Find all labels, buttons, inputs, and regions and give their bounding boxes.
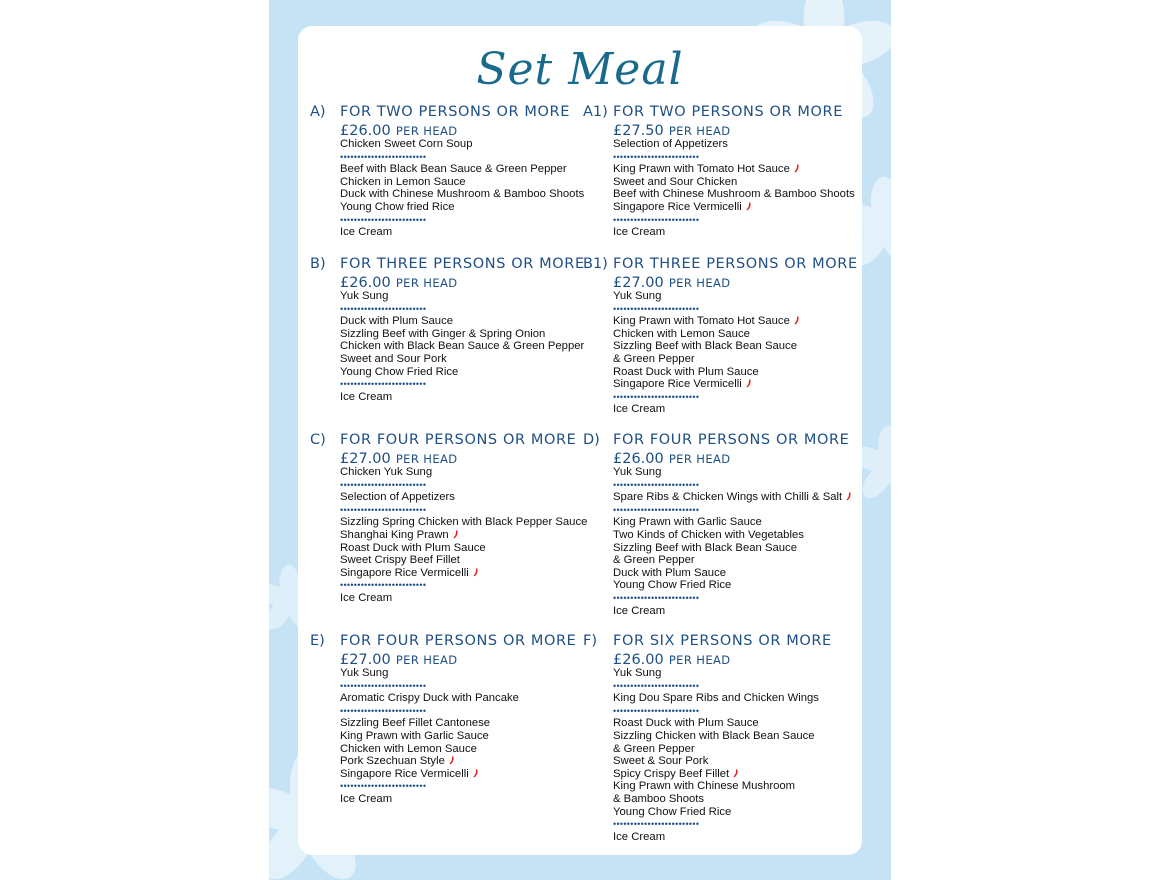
menu-item: [613, 605, 852, 618]
menu-item-name: Duck with Chinese Mushroom & Bamboo Shoots: [340, 188, 585, 201]
set-heading: FOR THREE PERSONS OR MORE: [340, 256, 585, 272]
menu-item-name: Sizzling Beef Fillet Cantonese: [340, 717, 491, 730]
menu-item-name: King Dou Spare Ribs and Chicken Wings: [613, 692, 819, 705]
dotted-divider: •••••••••••••••••••••••••: [613, 151, 700, 162]
menu-item: [613, 567, 852, 580]
set-letter: F): [583, 633, 597, 649]
menu-item-name: Sizzling Spring Chicken with Black Pepper Sauce: [340, 516, 588, 529]
menu-item: [340, 743, 576, 756]
dotted-divider: •••••••••••••••••••••••••: [613, 680, 700, 691]
menu-item: [613, 378, 858, 391]
set-heading: FOR FOUR PERSONS OR MORE: [613, 432, 850, 448]
menu-item-name: Chicken with Lemon Sauce: [613, 327, 750, 340]
menu-item-name: Yuk Sung: [613, 667, 662, 679]
menu-item: [613, 315, 858, 328]
menu-item: [340, 201, 584, 214]
menu-item-name: Sweet and Sour Chicken: [613, 175, 738, 188]
menu-item: [613, 717, 832, 730]
menu-item: [613, 226, 855, 239]
set-heading: FOR TWO PERSONS OR MORE: [613, 104, 843, 120]
menu-item-name: King Prawn with Chinese Mushroom: [613, 780, 796, 793]
set-details: [613, 256, 858, 416]
menu-item: [340, 542, 587, 555]
menu-item-name: Chicken Yuk Sung: [340, 466, 433, 478]
menu-item: [613, 491, 852, 504]
dotted-divider: •••••••••••••••••••••••••: [613, 705, 700, 716]
dotted-divider: •••••••••••••••••••••••••: [340, 214, 427, 225]
menu-item-name: King Prawn with Garlic Sauce: [340, 729, 489, 742]
menu-item: [613, 201, 855, 214]
menu-item-name: Chicken with Lemon Sauce: [340, 742, 477, 755]
menu-item-name: Roast Duck with Plum Sauce: [340, 541, 486, 554]
set-letter: E): [310, 633, 325, 649]
set-letter: D): [583, 432, 600, 448]
menu-item: [340, 315, 585, 328]
menu-item-name: & Green Pepper: [613, 352, 695, 365]
menu-item: [340, 391, 585, 404]
menu-item-name: Chicken with Black Bean Sauce & Green Pepper: [340, 340, 585, 353]
menu-item-name: Duck with Plum Sauce: [340, 315, 454, 328]
menu-item: [613, 366, 858, 379]
menu-item: [613, 667, 832, 680]
set-details: [340, 633, 576, 806]
chilli-icon: [793, 163, 800, 173]
price-amount: £26.00: [613, 652, 664, 668]
menu-item-name: Beef with Black Bean Sauce & Green Pepper: [340, 163, 567, 176]
menu-item-name: Spicy Crispy Beef Fillet: [613, 767, 730, 780]
menu-item-name: Ice Cream: [340, 792, 393, 805]
dotted-divider: •••••••••••••••••••••••••: [613, 819, 700, 830]
menu-item: [613, 163, 855, 176]
dotted-divider: •••••••••••••••••••••••••: [340, 504, 427, 515]
menu-item: [613, 743, 832, 756]
menu-item-name: Ice Cream: [613, 403, 666, 416]
menu-item-name: Chicken Sweet Corn Soup: [340, 138, 473, 150]
menu-item-name: Ice Cream: [613, 830, 666, 843]
price-amount: £27.00: [613, 275, 664, 291]
menu-item: [340, 491, 587, 504]
set-price: [340, 273, 585, 290]
set-letter: A1): [583, 104, 608, 120]
menu-item: [613, 138, 855, 151]
set-letter: B): [310, 256, 326, 272]
chilli-icon: [745, 201, 752, 211]
menu-item-name: Yuk Sung: [340, 290, 389, 302]
price-amount: £26.00: [340, 275, 391, 291]
menu-item: [340, 793, 576, 806]
set-price: [340, 449, 587, 466]
menu-item: [613, 328, 858, 341]
set-details: [340, 432, 587, 605]
menu-item: [340, 717, 576, 730]
menu-item-name: Young Chow Fried Rice: [613, 579, 732, 592]
menu-item: [613, 542, 852, 555]
menu-item: [340, 529, 587, 542]
menu-item-name: Sweet Crispy Beef Fillet: [340, 554, 460, 567]
set-letter: B1): [583, 256, 608, 272]
menu-item-name: Roast Duck with Plum Sauce: [613, 365, 759, 378]
per-head-label: PER HEAD: [668, 124, 731, 138]
set-price: [613, 650, 832, 667]
menu-item-name: Duck with Plum Sauce: [613, 566, 727, 579]
menu-item-name: Ice Cream: [613, 604, 666, 617]
menu-item-name: Sizzling Beef with Ginger & Spring Onion: [340, 327, 546, 340]
menu-item: [340, 692, 576, 705]
menu-item: [613, 793, 832, 806]
dotted-divider: •••••••••••••••••••••••••: [613, 214, 700, 225]
menu-item: [613, 466, 852, 479]
per-head-label: PER HEAD: [395, 452, 458, 466]
set-price: [340, 650, 576, 667]
set-details: [340, 256, 585, 403]
per-head-label: PER HEAD: [395, 124, 458, 138]
dotted-divider: •••••••••••••••••••••••••: [340, 680, 427, 691]
menu-item: [340, 226, 584, 239]
set-price: [613, 449, 852, 466]
menu-item: [613, 176, 855, 189]
menu-item-name: Ice Cream: [613, 226, 666, 239]
set-heading: FOR TWO PERSONS OR MORE: [340, 104, 570, 120]
menu-item-name: King Prawn with Garlic Sauce: [613, 516, 762, 529]
chilli-icon: [448, 755, 455, 765]
menu-item-name: King Prawn with Tomato Hot Sauce: [613, 163, 790, 176]
menu-item: [340, 163, 584, 176]
menu-item: [340, 592, 587, 605]
menu-item: [340, 768, 576, 781]
set-details: [613, 432, 852, 617]
menu-item: [613, 579, 852, 592]
dotted-divider: •••••••••••••••••••••••••: [340, 705, 427, 716]
menu-item-name: Singapore Rice Vermicelli: [613, 200, 742, 213]
menu-item-name: King Prawn with Tomato Hot Sauce: [613, 315, 790, 328]
menu-item: [613, 290, 858, 303]
dotted-divider: •••••••••••••••••••••••••: [340, 580, 427, 591]
menu-item-name: Selection of Appetizers: [340, 491, 455, 504]
menu-item: [340, 567, 587, 580]
menu-item-name: Chicken in Lemon Sauce: [340, 175, 466, 188]
menu-item-name: Young Chow fried Rice: [340, 200, 455, 213]
chilli-icon: [472, 768, 479, 778]
menu-item: [613, 340, 858, 353]
menu-item: [613, 516, 852, 529]
menu-item: [613, 353, 858, 366]
set-letter: C): [310, 432, 326, 448]
price-amount: £26.00: [340, 123, 391, 139]
menu-item-name: Beef with Chinese Mushroom & Bamboo Shoots: [613, 188, 855, 201]
dotted-divider: •••••••••••••••••••••••••: [340, 303, 427, 314]
menu-title: Set Meal: [476, 44, 684, 95]
set-details: [613, 633, 832, 843]
menu-item-name: Sizzling Beef with Black Bean Sauce: [613, 541, 797, 554]
set-letter: A): [310, 104, 326, 120]
menu-item-name: Singapore Rice Vermicelli: [340, 566, 469, 579]
menu-item-name: Sweet & Sour Pork: [613, 755, 709, 768]
set-heading: FOR FOUR PERSONS OR MORE: [340, 633, 577, 649]
per-head-label: PER HEAD: [668, 452, 731, 466]
price-amount: £26.00: [613, 451, 664, 467]
dotted-divider: •••••••••••••••••••••••••: [613, 504, 700, 515]
menu-item-name: Singapore Rice Vermicelli: [340, 767, 469, 780]
menu-item-name: Pork Szechuan Style: [340, 755, 445, 768]
menu-item: [340, 176, 584, 189]
menu-item: [613, 403, 858, 416]
menu-item: [340, 755, 576, 768]
menu-item: [613, 806, 832, 819]
menu-item: [340, 328, 585, 341]
set-heading: FOR THREE PERSONS OR MORE: [613, 256, 858, 272]
menu-item: [340, 188, 584, 201]
menu-item-name: Yuk Sung: [340, 667, 389, 679]
per-head-label: PER HEAD: [395, 653, 458, 667]
dotted-divider: •••••••••••••••••••••••••: [613, 391, 700, 402]
menu-item-name: & Green Pepper: [613, 554, 695, 567]
menu-item-name: Sizzling Chicken with Black Bean Sauce: [613, 729, 815, 742]
menu-item: [613, 755, 832, 768]
menu-item: [613, 780, 832, 793]
set-heading: FOR SIX PERSONS OR MORE: [613, 633, 832, 649]
price-amount: £27.00: [340, 652, 391, 668]
menu-item-name: Ice Cream: [340, 591, 393, 604]
menu-item: [613, 730, 832, 743]
set-details: [613, 104, 855, 239]
menu-item-name: & Green Pepper: [613, 742, 695, 755]
chilli-icon: [793, 315, 800, 325]
price-amount: £27.00: [340, 451, 391, 467]
dotted-divider: •••••••••••••••••••••••••: [613, 303, 700, 314]
dotted-divider: •••••••••••••••••••••••••: [340, 151, 427, 162]
menu-item: [340, 554, 587, 567]
menu-item-name: Aromatic Crispy Duck with Pancake: [340, 692, 519, 705]
price-amount: £27.50: [613, 123, 664, 139]
menu-item: [340, 138, 584, 151]
menu-item-name: Yuk Sung: [613, 466, 662, 478]
menu-item: [340, 730, 576, 743]
dotted-divider: •••••••••••••••••••••••••: [340, 379, 427, 390]
menu-item-name: & Bamboo Shoots: [613, 792, 705, 805]
menu-item: [613, 831, 832, 844]
chilli-icon: [732, 768, 739, 778]
set-price: [613, 273, 858, 290]
menu-item: [613, 529, 852, 542]
menu-item: [340, 340, 585, 353]
chilli-icon: [745, 378, 752, 388]
set-heading: FOR FOUR PERSONS OR MORE: [340, 432, 577, 448]
chilli-icon: [845, 491, 852, 501]
menu-item-name: Selection of Appetizers: [613, 138, 728, 150]
chilli-icon: [472, 567, 479, 577]
menu-item: [613, 188, 855, 201]
dotted-divider: •••••••••••••••••••••••••: [613, 592, 700, 603]
menu-item: [340, 516, 587, 529]
menu-item-name: Ice Cream: [340, 226, 393, 239]
menu-item: [613, 692, 832, 705]
per-head-label: PER HEAD: [668, 276, 731, 290]
menu-item-name: Sizzling Beef with Black Bean Sauce: [613, 340, 797, 353]
menu-item: [340, 353, 585, 366]
menu-item-name: Two Kinds of Chicken with Vegetables: [613, 528, 804, 541]
chilli-icon: [452, 529, 459, 539]
menu-item-name: Ice Cream: [340, 390, 393, 403]
set-price: [340, 121, 584, 138]
per-head-label: PER HEAD: [395, 276, 458, 290]
set-details: [340, 104, 584, 239]
menu-item: [340, 290, 585, 303]
menu-item: [613, 554, 852, 567]
menu-item: [340, 667, 576, 680]
menu-item-name: Sweet and Sour Pork: [340, 352, 447, 365]
dotted-divider: •••••••••••••••••••••••••: [340, 479, 427, 490]
menu-item-name: Spare Ribs & Chicken Wings with Chilli & Salt: [613, 491, 843, 504]
menu-item: [340, 466, 587, 479]
menu-item: [340, 366, 585, 379]
menu-item: [613, 768, 832, 781]
dotted-divider: •••••••••••••••••••••••••: [340, 781, 427, 792]
menu-item-name: Young Chow Fried Rice: [340, 365, 459, 378]
menu-item-name: Shanghai King Prawn: [340, 528, 449, 541]
menu-item-name: Yuk Sung: [613, 290, 662, 302]
per-head-label: PER HEAD: [668, 653, 731, 667]
set-price: [613, 121, 855, 138]
dotted-divider: •••••••••••••••••••••••••: [613, 479, 700, 490]
menu-item-name: Young Chow Fried Rice: [613, 805, 732, 818]
menu-item-name: Singapore Rice Vermicelli: [613, 378, 742, 391]
menu-item-name: Roast Duck with Plum Sauce: [613, 717, 759, 730]
